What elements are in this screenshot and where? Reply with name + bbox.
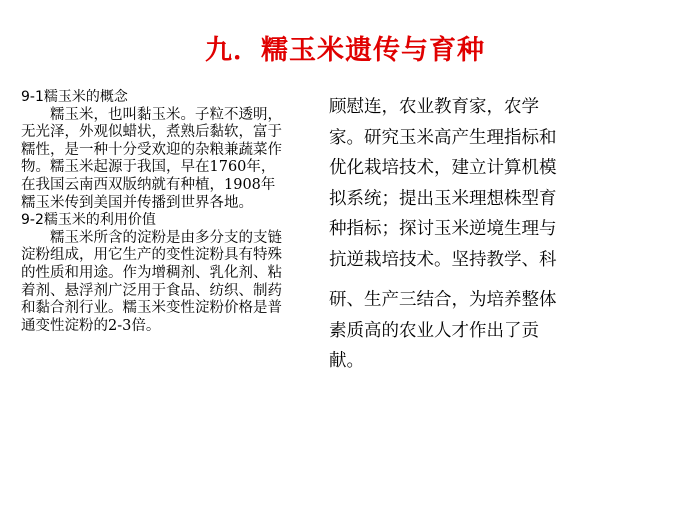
right-text-line: 抗逆栽培技术。坚持教学、科 bbox=[329, 249, 557, 270]
section-heading-9-2: 9-2糯玉米的利用价值 bbox=[21, 212, 156, 229]
left-column bbox=[21, 89, 283, 335]
right-column bbox=[329, 92, 629, 377]
slide-title: 九．糯玉米遗传与育种 bbox=[205, 35, 485, 66]
right-text-line: 顾慰连，农业教育家，农学 bbox=[329, 97, 539, 117]
section-text-9-1: 糯玉米，也叫黏玉米。子粒不透明，无光泽，外观似蜡状，煮熟后黏软，富于糯性，是一种十分受欢迎的杂粮兼蔬菜作物。糯玉米起源于我国，早在1760年，在我国云南西双版纳就有种植，1908年糯玉米传到美国并传播到世界各地。 bbox=[21, 106, 282, 211]
right-text-line: 献。 bbox=[329, 351, 364, 371]
right-text-line: 优化栽培技术，建立计算机模 bbox=[329, 158, 557, 178]
right-text-line: 家。研究玉米高产生理指标和 bbox=[329, 127, 557, 148]
right-text-line: 种指标；探讨玉米逆境生理与 bbox=[329, 219, 557, 239]
right-text-line: 研、生产三结合，为培养整体 bbox=[329, 290, 557, 310]
section-heading-9-1: 9-1糯玉米的概念 bbox=[21, 89, 128, 105]
right-text-line: 素质高的农业人才作出了贡 bbox=[329, 320, 539, 341]
right-text-line: 拟系统；提出玉米理想株型育 bbox=[329, 188, 557, 209]
paragraph-gap bbox=[329, 275, 629, 285]
section-text-9-2: 糯玉米所含的淀粉是由多分支的支链淀粉组成，用它生产的变性淀粉具有特殊的性质和用途。作为增稠剂、乳化剂、粘着剂、悬浮剂广泛用于食品、纺织、制药和黏合剂行业。糯玉米变性淀粉价格是普通变性淀粉的2-3倍。 bbox=[21, 229, 282, 334]
